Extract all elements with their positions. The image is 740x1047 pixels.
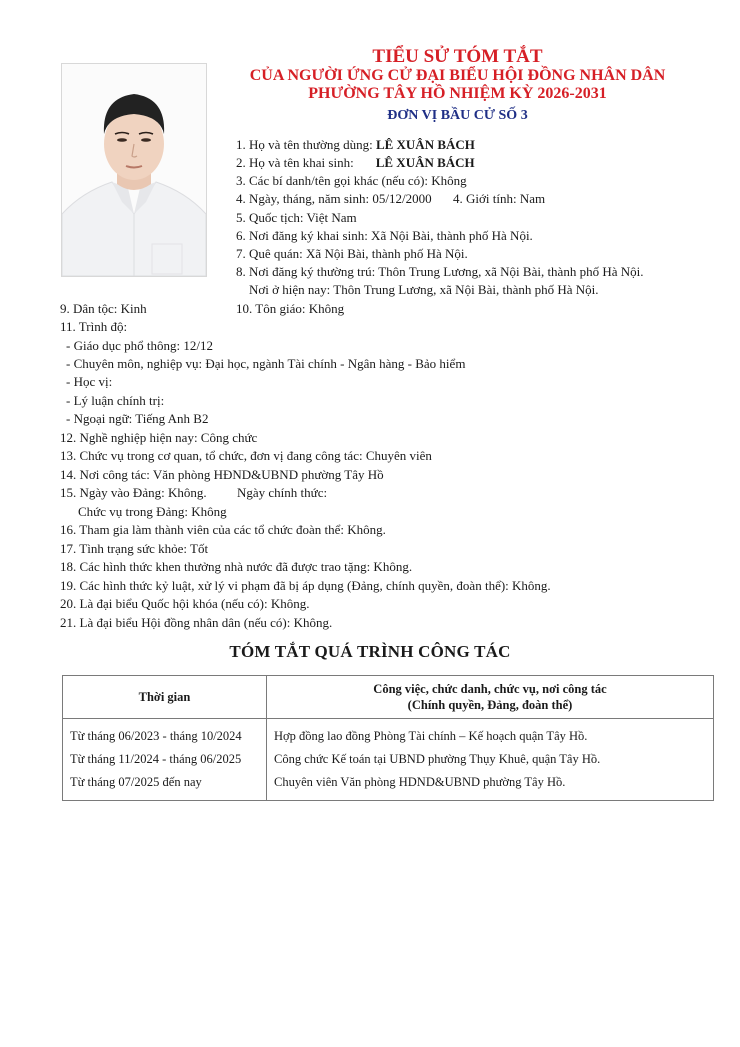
time-cell <box>63 719 267 801</box>
field-political-theory: - Lý luận chính trị: <box>66 393 165 408</box>
field-foreign-language: - Ngoại ngữ: Tiếng Anh B2 <box>66 411 209 426</box>
column-header-job-line2: (Chính quyền, Đảng, đoàn thể) <box>407 698 573 712</box>
field-current-residence: Nơi ở hiện nay: Thôn Trung Lương, xã Nội Bài, thành phố Hà Nội. <box>249 282 599 297</box>
candidate-birth-name: LÊ XUÂN BÁCH <box>375 155 475 170</box>
person-portrait-icon <box>62 64 206 276</box>
field-hometown: 7. Quê quán: Xã Nội Bài, thành phố Hà Nội. <box>236 246 468 261</box>
field-mass-organizations: 16. Tham gia làm thành viên của các tổ chức đoàn thể: Không. <box>60 522 386 537</box>
work-history-title: TÓM TẮT QUÁ TRÌNH CÔNG TÁC <box>229 642 511 661</box>
field-party-join-date: 15. Ngày vào Đảng: Không. <box>60 485 207 500</box>
field-general-education: - Giáo dục phổ thông: 12/12 <box>66 338 213 353</box>
field-education: 11. Trình độ: <box>60 319 128 334</box>
table-row-job: Hợp đồng lao đồng Phòng Tài chính – Kế hoạch quận Tây Hồ. <box>274 729 588 743</box>
field-permanent-residence: 8. Nơi đăng ký thường trú: Thôn Trung Lương, xã Nội Bài, thành phố Hà Nội. <box>236 264 644 279</box>
field-party-official-date: Ngày chính thức: <box>237 485 328 500</box>
field-occupation: 12. Nghề nghiệp hiện nay: Công chức <box>60 430 258 445</box>
field-position: 13. Chức vụ trong cơ quan, tổ chức, đơn vị đang công tác: Chuyên viên <box>60 448 432 463</box>
field-gender: 4. Giới tính: Nam <box>453 191 546 206</box>
field-academic-degree: - Học vị: <box>66 374 113 389</box>
field-religion: 10. Tôn giáo: Không <box>236 301 345 316</box>
table-row-job: Công chức Kế toán tại UBND phường Thụy Khuê, quận Tây Hồ. <box>274 752 601 766</box>
table-body-row <box>63 719 714 801</box>
document-title-line3: PHƯỜNG TÂY HỒ NHIỆM KỲ 2026-2031 <box>308 85 607 102</box>
column-header-job <box>267 676 714 719</box>
field-label: 2. Họ và tên khai sinh: <box>236 155 354 170</box>
field-peoples-council: 21. Là đại biểu Hội đồng nhân dân (nếu có): Không. <box>60 615 333 630</box>
work-history-table <box>62 675 714 801</box>
field-ethnicity: 9. Dân tộc: Kinh <box>60 301 147 316</box>
field-party-position: Chức vụ trong Đảng: Không <box>78 504 227 519</box>
column-header-job-line1: Công việc, chức danh, chức vụ, nơi công tác <box>373 682 607 696</box>
field-workplace: 14. Nơi công tác: Văn phòng HĐND&UBND phường Tây Hồ <box>60 467 384 482</box>
field-birth-registration: 6. Nơi đăng ký khai sinh: Xã Nội Bài, thành phố Hà Nội. <box>236 228 533 243</box>
field-nationality: 5. Quốc tịch: Việt Nam <box>236 210 357 225</box>
table-row-time: Từ tháng 06/2023 - tháng 10/2024 <box>70 729 242 743</box>
field-aliases: 3. Các bí danh/tên gọi khác (nếu có): Không <box>236 173 467 188</box>
field-national-assembly: 20. Là đại biểu Quốc hội khóa (nếu có): Không. <box>60 596 310 611</box>
field-health-status: 17. Tình trạng sức khỏe: Tốt <box>60 541 209 556</box>
table-header-row <box>63 676 714 719</box>
document-title-line2: CỦA NGƯỜI ỨNG CỬ ĐẠI BIỂU HỘI ĐỒNG NHÂN DÂN <box>249 67 666 84</box>
column-header-time: Thời gian <box>63 676 267 719</box>
table-row-time: Từ tháng 07/2025 đến nay <box>70 775 202 789</box>
job-cell <box>267 719 714 801</box>
field-specialization: - Chuyên môn, nghiệp vụ: Đại học, ngành Tài chính - Ngân hàng - Bảo hiểm <box>66 356 466 371</box>
field-label: 1. Họ và tên thường dùng: <box>236 137 376 152</box>
field-common-name <box>236 136 475 155</box>
field-disciplinary-actions: 19. Các hình thức kỷ luật, xử lý vi phạm đã bị áp dụng (Đảng, chính quyền, đoàn thể): Không. <box>60 578 551 593</box>
electoral-unit-subtitle: ĐƠN VỊ BẦU CỬ SỐ 3 <box>387 108 528 123</box>
document-title: TIỂU SỬ TÓM TẮT <box>372 46 543 67</box>
table-row-time: Từ tháng 11/2024 - tháng 06/2025 <box>70 752 242 766</box>
field-state-awards: 18. Các hình thức khen thưởng nhà nước đã được trao tặng: Không. <box>60 559 413 574</box>
portrait-photo <box>61 63 207 277</box>
table-row-job: Chuyên viên Văn phòng HDND&UBND phường Tây Hồ. <box>274 775 566 789</box>
field-birth-name <box>236 154 475 173</box>
field-date-of-birth: 4. Ngày, tháng, năm sinh: 05/12/2000 <box>236 191 432 206</box>
candidate-name: LÊ XUÂN BÁCH <box>375 137 475 152</box>
